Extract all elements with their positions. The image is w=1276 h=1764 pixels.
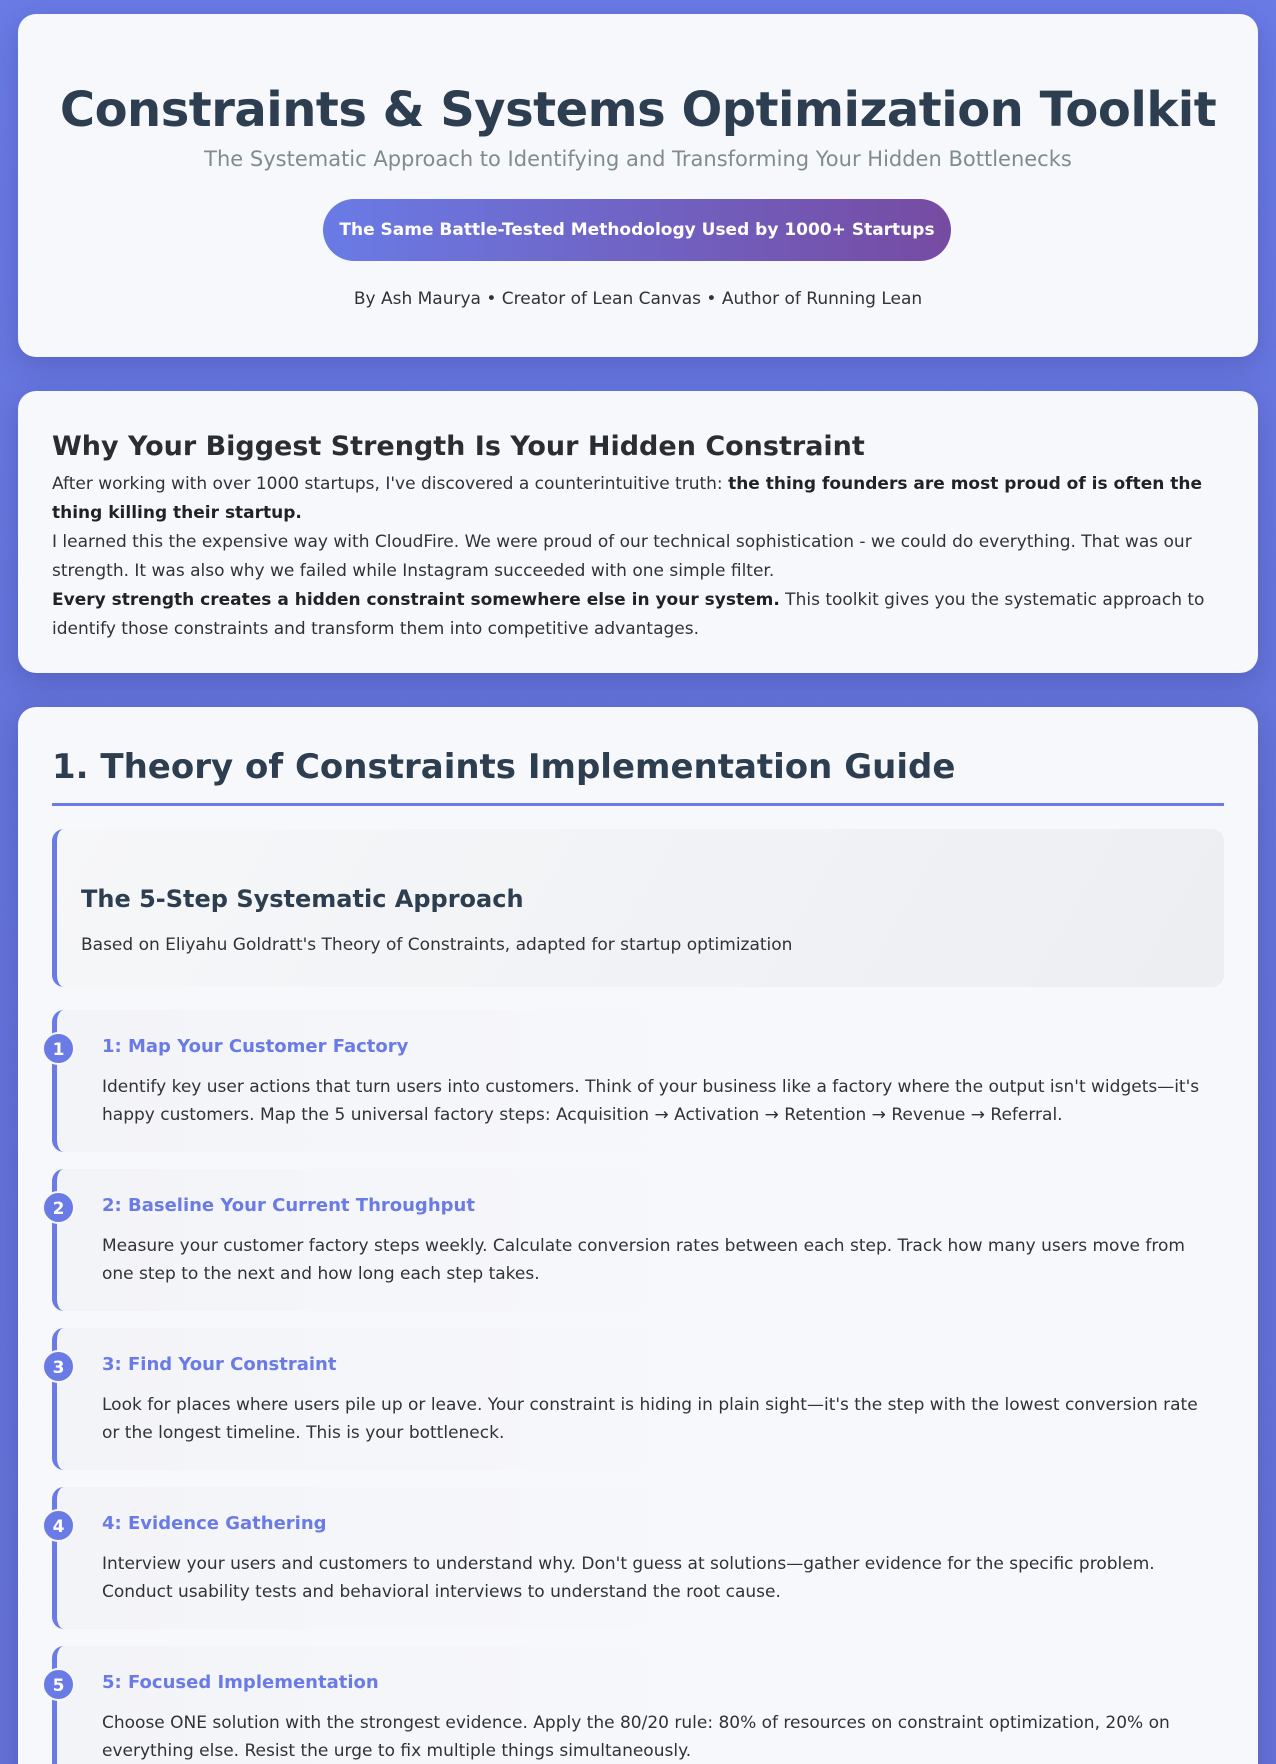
intro-heading: Why Your Biggest Strength Is Your Hidden Constraint: [52, 431, 865, 462]
step-number-badge: 2: [42, 1191, 75, 1224]
intro-card: [18, 391, 1258, 673]
intro-p3-rest: This toolkit gives you the systematic approach to identify those constraints and transform them into competitive advantages.: [52, 590, 1205, 639]
step-text: Measure your customer factory steps weekly. Calculate conversion rates between each step. Track how many users move from one step to the next and how long each step takes.: [102, 1236, 1185, 1284]
step-title: 2: Baseline Your Current Throughput: [102, 1195, 475, 1216]
intro-paragraph-2: I learned this the expensive way with CloudFire. We were proud of our technical sophistication - we could do everything. That was our strength. It was also why we failed while Instagram succeeded with one simple filter.: [52, 532, 1192, 581]
intro-paragraph-3: [52, 586, 1224, 644]
step-number-badge: 5: [42, 1668, 75, 1701]
section-divider: [52, 803, 1224, 806]
step-number-badge: 1: [42, 1032, 75, 1065]
intro-p1-bold: the thing founders are most proud of is often the thing killing their startup.: [52, 474, 1203, 523]
header-card: [18, 14, 1258, 357]
approach-text: Based on Eliyahu Goldratt's Theory of Constraints, adapted for startup optimization: [81, 935, 793, 955]
step-item: [52, 1169, 1224, 1311]
author-byline: By Ash Maurya • Creator of Lean Canvas • Author of Running Lean: [353, 289, 923, 309]
intro-paragraph-1: [52, 470, 1224, 528]
step-text: Interview your users and customers to understand why. Don't guess at solutions—gather evidence for the specific problem. Conduct usability tests and behavioral interviews to understand the root cause.: [102, 1554, 1155, 1602]
methodology-badge: The Same Battle-Tested Methodology Used by 1000+ Startups: [323, 199, 951, 261]
approach-title: The 5-Step Systematic Approach: [81, 885, 524, 913]
step-text: Identify key user actions that turn users into customers. Think of your business like a factory where the output isn't widgets—it's happy customers. Map the 5 universal factory steps: Acquisition → Activation → Retention → Revenue → Referral.: [102, 1077, 1200, 1125]
step-item: [52, 1646, 1224, 1764]
step-title: 4: Evidence Gathering: [102, 1513, 327, 1534]
section-title: 1. Theory of Constraints Implementation Guide: [52, 747, 956, 787]
page-title: Constraints & Systems Optimization Toolkit: [59, 82, 1217, 138]
step-item: [52, 1487, 1224, 1629]
step-title: 3: Find Your Constraint: [102, 1354, 337, 1375]
step-title: 5: Focused Implementation: [102, 1672, 379, 1693]
step-number-badge: 3: [42, 1350, 75, 1383]
toc-guide-card: [18, 707, 1258, 1764]
step-title: 1: Map Your Customer Factory: [102, 1036, 409, 1057]
intro-p3-bold: Every strength creates a hidden constraint somewhere else in your system.: [52, 590, 780, 610]
page-subtitle: The Systematic Approach to Identifying and Transforming Your Hidden Bottlenecks: [204, 147, 1072, 171]
step-number-badge: 4: [42, 1509, 75, 1542]
step-item: [52, 1328, 1224, 1470]
step-text: Choose ONE solution with the strongest evidence. Apply the 80/20 rule: 80% of resources on constraint optimization, 20% on everything else. Resist the urge to fix multiple things simultaneously.: [102, 1713, 1170, 1761]
step-text: Look for places where users pile up or leave. Your constraint is hiding in plain sight—it's the step with the lowest conversion rate or the longest timeline. This is your bottleneck.: [102, 1395, 1198, 1443]
step-item: [52, 1010, 1224, 1152]
approach-callout: [52, 829, 1224, 987]
intro-p1-lead: After working with over 1000 startups, I've discovered a counterintuitive truth:: [52, 474, 729, 494]
